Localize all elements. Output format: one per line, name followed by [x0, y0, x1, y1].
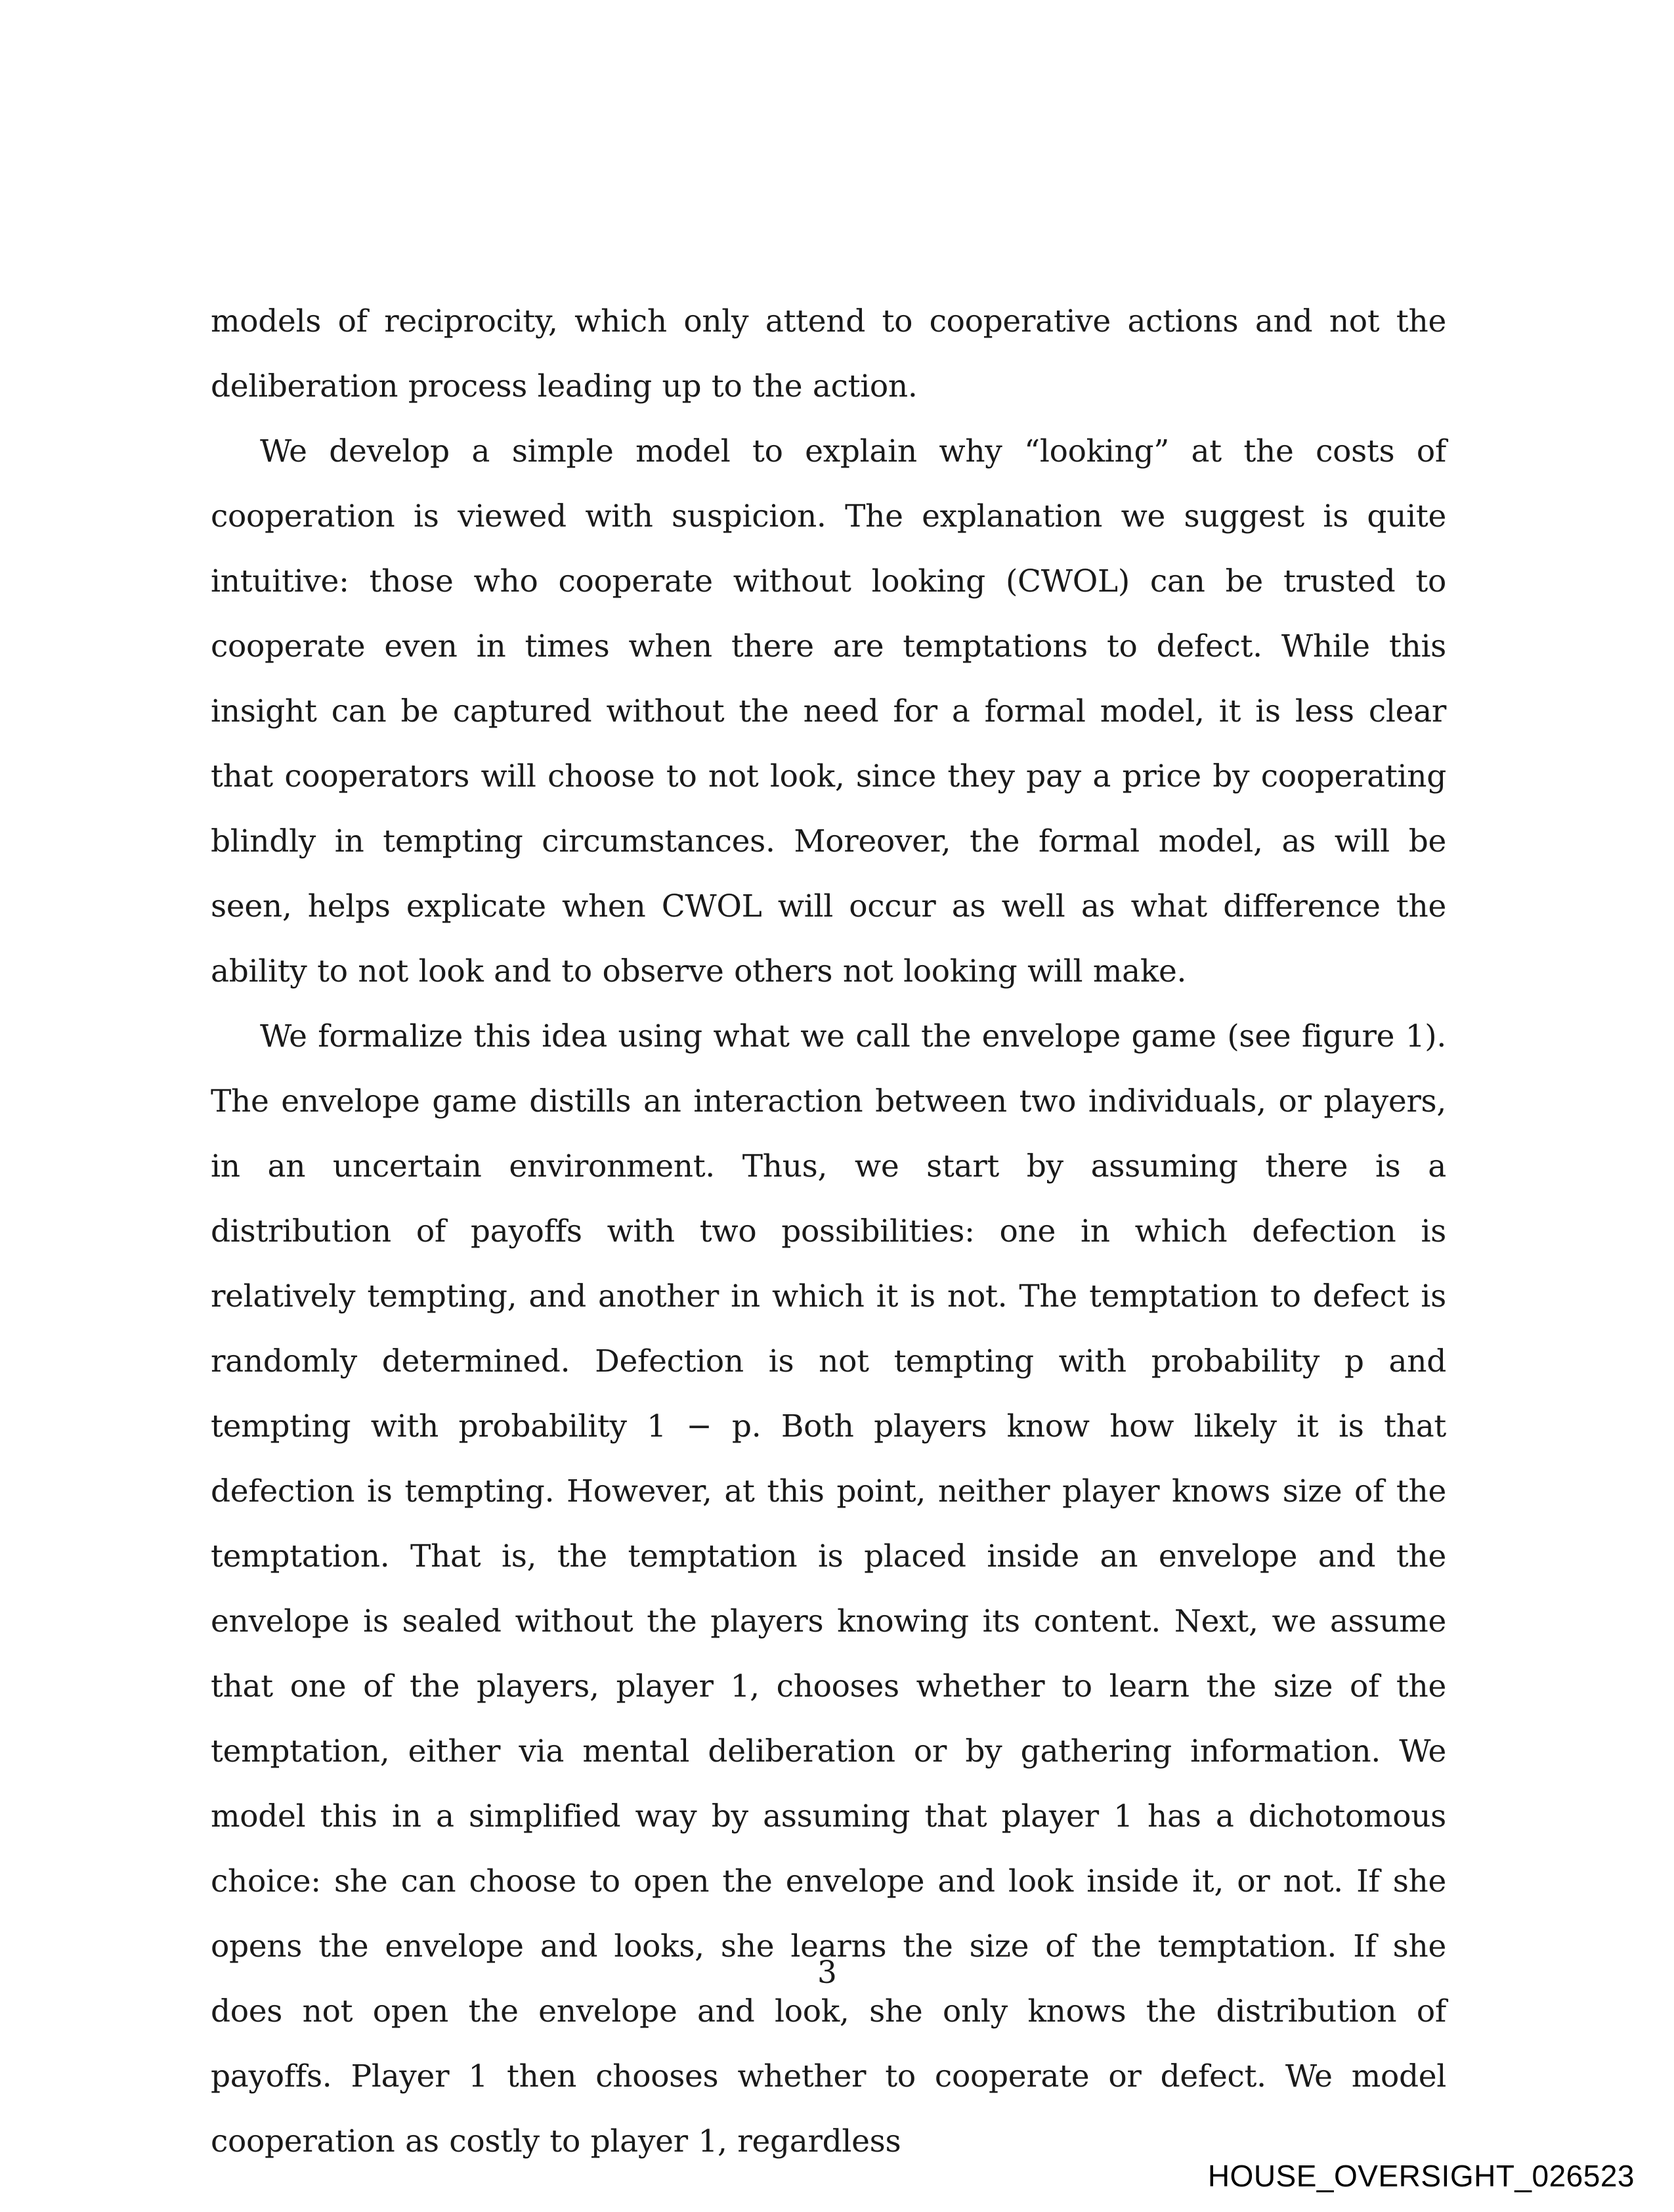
page-number: 3: [817, 1955, 837, 1991]
paragraph-1: models of reciprocity, which only attend to cooperative actions and not the deliberation process leading up to the action.: [211, 303, 1446, 404]
paragraph-2: We develop a simple model to explain why “looking” at the costs of cooperation is viewed with suspicion. The explanation we suggest is quite intuitive: those who cooperate without looking (CWOL) can be trusted to cooperate even in times when there are temptations to defect. While this insight can be captured without the need for a formal model, it is less clear that cooperators will choose to not look, since they pay a price by cooperating blindly in tempting circumstances. Moreover, the formal model, as will be seen, helps explicate when CWOL will occur as well as what difference the ability to not look and to observe others not looking will make.: [211, 433, 1446, 989]
body-text: [211, 289, 1446, 2174]
bates-stamp: HOUSE_OVERSIGHT_026523: [1207, 2159, 1635, 2193]
paragraph-3: We formalize this idea using what we call the envelope game (see figure 1). The envelope game distills an interaction between two individuals, or players, in an uncertain environment. Thus, we start by assuming there is a distribution of payoffs with two possibilities: one in which defection is relatively tempting, and another in which it is not. The temptation to defect is randomly determined. Defection is not tempting with probability p and tempting with probability 1 − p. Both players know how likely it is that defection is tempting. However, at this point, neither player knows size of the temptation. That is, the temptation is placed inside an envelope and the envelope is sealed without the players knowing its content. Next, we assume that one of the players, player 1, chooses whether to learn the size of the temptation, either via mental deliberation or by gathering information. We model this in a simplified way by assuming that player 1 has a dichotomous choice: she can choose to open the envelope and look inside it, or not. If she opens the envelope and looks, she learns the size of the temptation. If she does not open the envelope and look, she only knows the distribution of payoffs. Player 1 then chooses whether to cooperate or defect. We model cooperation as costly to player 1, regardless: [211, 1018, 1446, 2159]
